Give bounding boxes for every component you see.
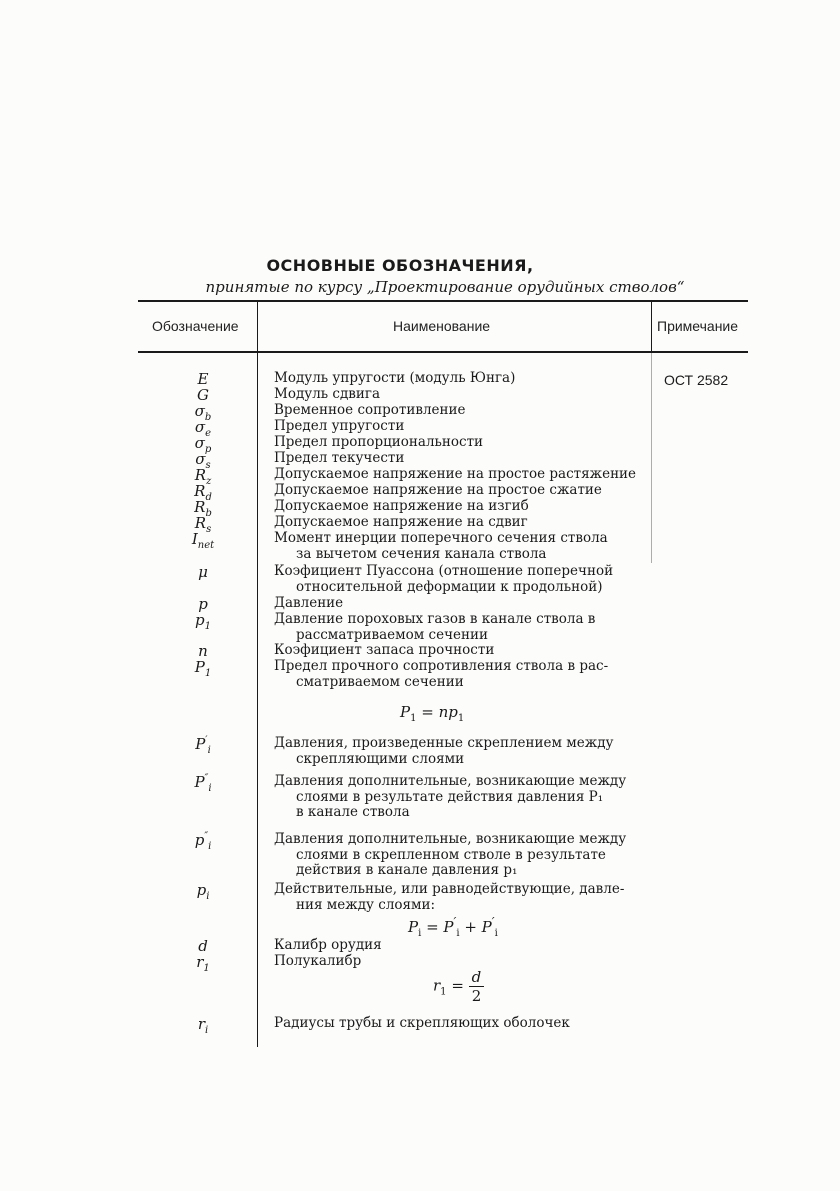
description-line: Давления дополнительные, возникающие между <box>274 831 627 847</box>
row-description <box>274 1016 646 1032</box>
row-description <box>274 483 646 499</box>
row-description <box>274 643 646 659</box>
fraction: $\frac{d}{2}$ <box>469 968 485 1005</box>
row-description <box>274 832 646 879</box>
formula-pi: $P_i = P'_i + P'_i$ <box>408 914 498 939</box>
description-line: Предел текучести <box>274 450 405 466</box>
description-line: Модуль упругости (модуль Юнга) <box>274 370 516 386</box>
row-symbol: $R_s$ <box>194 514 212 535</box>
row-symbol: $p_i$ <box>196 881 210 902</box>
header-symbol: Обозначение <box>152 318 239 334</box>
page-subtitle: принятые по курсу „Проектирование орудийных стволов“ <box>205 278 685 296</box>
row-description <box>274 419 646 435</box>
note-ost: ОСТ 2582 <box>664 372 729 388</box>
row-description <box>274 371 646 387</box>
description-line: Допускаемое напряжение на сдвиг <box>274 514 528 530</box>
description-line: сматриваемом сечении <box>296 673 464 690</box>
description-line: Модуль сдвига <box>274 386 381 402</box>
row-description <box>274 435 646 451</box>
row-symbol: $\sigma_s$ <box>195 450 211 471</box>
description-line: скрепляющими слоями <box>296 750 465 767</box>
description-line: слоями в результате действия давления P₁ <box>296 788 604 805</box>
row-symbol: $P''_i$ <box>194 773 212 794</box>
top-rule <box>138 300 748 302</box>
row-description <box>274 467 646 483</box>
row-symbol: $R_b$ <box>194 498 212 519</box>
description-line: Действительные, или равнодействующие, давле- <box>274 881 625 897</box>
row-symbol: $R_z$ <box>194 466 212 487</box>
description-line: рассматриваемом сечении <box>296 626 488 643</box>
description-line: относительной деформации к продольной) <box>296 578 603 595</box>
row-description <box>274 451 646 467</box>
description-line: Полукалибр <box>274 953 362 969</box>
column-divider-2 <box>651 302 652 352</box>
description-line: Радиусы трубы и скрепляющих оболочек <box>274 1015 570 1031</box>
formula-p1: $P_1 = np_1$ <box>400 703 465 724</box>
row-description <box>274 774 646 821</box>
description-line: Предел прочного сопротивления ствола в рас- <box>274 658 609 674</box>
row-description <box>274 387 646 403</box>
row-description <box>274 736 646 767</box>
description-line: Давления, произведенные скреплением между <box>274 735 614 751</box>
description-line: Допускаемое напряжение на простое растяжение <box>274 466 637 482</box>
row-symbol: $P_1$ <box>194 658 212 679</box>
row-description <box>274 612 646 643</box>
row-description <box>274 882 646 913</box>
row-symbol: $r_i$ <box>197 1015 209 1036</box>
row-description <box>274 596 646 612</box>
row-symbol: $p_1$ <box>195 611 211 632</box>
row-description <box>274 938 646 954</box>
header-note: Примечание <box>657 318 739 334</box>
row-symbol: $r_1$ <box>196 953 210 974</box>
row-symbol: $R_d$ <box>194 482 212 503</box>
description-line: Предел упругости <box>274 418 405 434</box>
column-divider-2-lower <box>651 353 652 563</box>
row-symbol: G <box>197 386 209 404</box>
formula-r1: $r_1$ = $\frac{d}{2}$ <box>433 968 484 1005</box>
row-symbol: $P'_i$ <box>195 735 211 756</box>
row-symbol: d <box>198 937 208 955</box>
row-symbol: $p''_i$ <box>194 831 212 852</box>
row-symbol: E <box>197 370 209 388</box>
description-line: за вычетом сечения канала ствола <box>296 545 547 562</box>
description-line: Калибр орудия <box>274 937 382 953</box>
description-line: слоями в скрепленном стволе в результате <box>296 846 606 863</box>
row-description <box>274 403 646 419</box>
description-line: Коэфициент запаса прочности <box>274 642 495 658</box>
description-line: Допускаемое напряжение на простое сжатие <box>274 482 602 498</box>
description-line: Момент инерции поперечного сечения ствола <box>274 530 608 546</box>
row-symbol: $\sigma_e$ <box>194 418 212 439</box>
description-line: Давление <box>274 595 344 611</box>
row-description <box>274 659 646 690</box>
description-line: действия в канале давления p₁ <box>296 862 518 879</box>
description-line: Давление пороховых газов в канале ствола в <box>274 611 596 627</box>
row-symbol: $\sigma_b$ <box>194 402 212 423</box>
description-line: Давления дополнительные, возникающие между <box>274 773 627 789</box>
description-line: Коэфициент Пуассона (отношение поперечной <box>274 563 614 579</box>
row-description <box>274 564 646 595</box>
row-symbol: $\sigma_p$ <box>194 434 212 455</box>
row-description <box>274 515 646 531</box>
description-line: в канале ствола <box>296 804 410 821</box>
row-symbol: n <box>198 642 208 660</box>
row-description <box>274 531 646 562</box>
row-symbol: $I_{net}$ <box>191 530 215 551</box>
row-description <box>274 499 646 515</box>
description-line: ния между слоями: <box>296 896 436 913</box>
row-symbol: μ <box>198 563 208 581</box>
header-rule <box>138 351 748 353</box>
description-line: Временное сопротивление <box>274 402 466 418</box>
column-divider-1 <box>257 302 258 1047</box>
row-symbol: p <box>198 595 208 613</box>
page-title: ОСНОВНЫЕ ОБОЗНАЧЕНИЯ, <box>266 256 534 275</box>
description-line: Допускаемое напряжение на изгиб <box>274 498 529 514</box>
header-name: Наименование <box>393 318 491 334</box>
description-line: Предел пропорциональности <box>274 434 484 450</box>
